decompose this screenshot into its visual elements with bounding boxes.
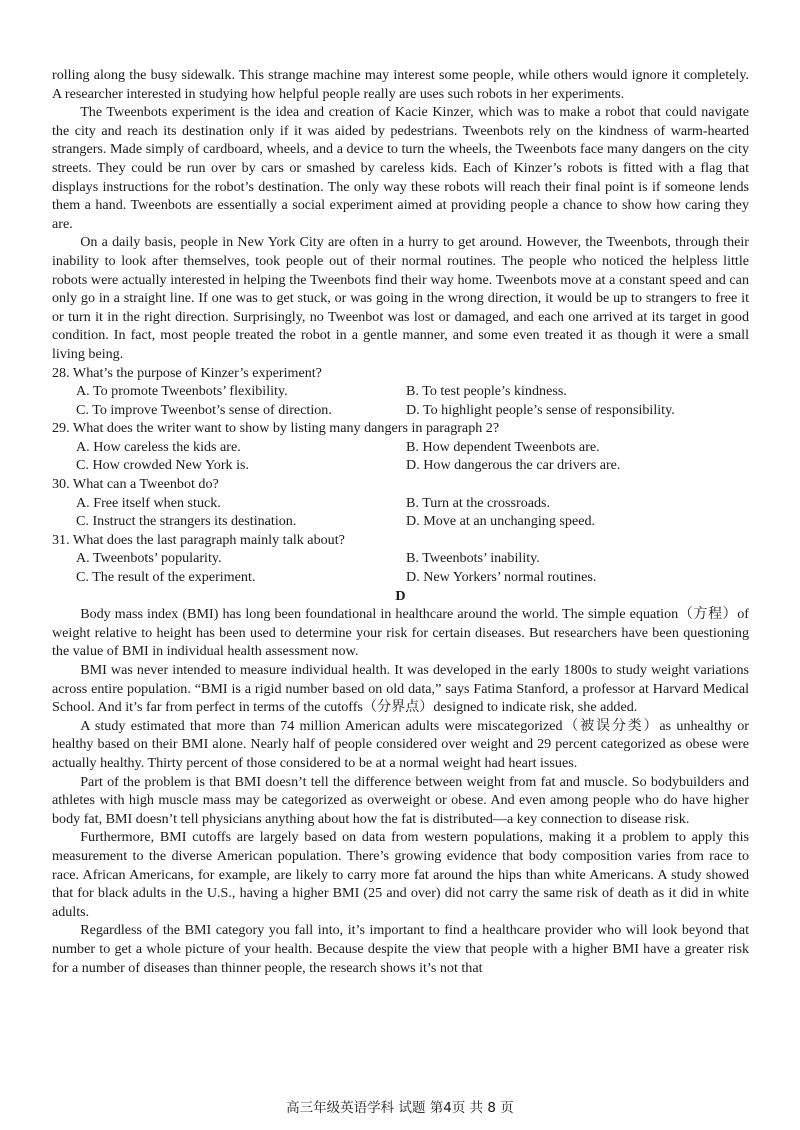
- passage-c-paragraph-2: The Tweenbots experiment is the idea and creation of Kacie Kinzer, which was to make a robot that could navigate the city and reach its destination only if it was aided by pedestrians. Tweenbots rely on the kindness of warm-hearted strangers. Made simply of cardboard, wheels, and a device to turn the wheels, the Tweenbots face many dangers on the city streets. They could be run over by cars or smashed by careless kids. Each of Kinzer’s robots is fitted with a flag that displays instructions for the robot’s destination. The only way these robots will reach their final point is if someone lends them a hand. Tweenbots are essentially a social experiment aimed at providing people a chance to show how caring they are.: [52, 104, 749, 232]
- option-a: A. Free itself when stuck.: [76, 494, 221, 511]
- section-heading-d: D: [395, 587, 406, 604]
- option-d: D. Move at an unchanging speed.: [406, 513, 596, 530]
- option-d: D. How dangerous the car drivers are.: [406, 457, 621, 474]
- option-b: B. To test people’s kindness.: [406, 383, 567, 400]
- option-c: C. To improve Tweenbot’s sense of direction.: [76, 401, 332, 418]
- option-d: D. New Yorkers’ normal routines.: [406, 569, 597, 586]
- options: [52, 549, 749, 586]
- exam-page: [52, 66, 749, 977]
- option-c: C. Instruct the strangers its destination.: [76, 513, 297, 530]
- question-stem: 29. What does the writer want to show by listing many dangers in paragraph 2?: [52, 420, 500, 437]
- option-c: C. How crowded New York is.: [76, 457, 250, 474]
- options: [52, 494, 749, 531]
- question-stem: 31. What does the last paragraph mainly talk about?: [52, 531, 345, 548]
- passage-d-paragraph-4: Part of the problem is that BMI doesn’t tell the difference between weight from fat and muscle. So bodybuilders and athletes with high muscle mass may be categorized as overweight or obese. And even among people who do have higher body fat, BMI doesn’t tell physicians anything about how the fat is distributed—a key connection to disease risk.: [52, 773, 749, 827]
- question-28: [52, 364, 749, 420]
- question-stem: 28. What’s the purpose of Kinzer’s experiment?: [52, 364, 322, 381]
- option-a: A. Tweenbots’ popularity.: [76, 550, 222, 567]
- option-a: A. To promote Tweenbots’ flexibility.: [76, 383, 288, 400]
- options: [52, 438, 749, 475]
- passage-d-paragraph-5: Furthermore, BMI cutoffs are largely based on data from western populations, making it a problem to apply this measurement to the diverse American population. There’s growing evidence that body composition varies from race to race. African Americans, for example, are likely to carry more fat around the hips than white Americans. A study showed that for black adults in the U.S., having a higher BMI (25 and over) did not carry the same risk of death as it did in white adults.: [52, 829, 749, 920]
- option-c: C. The result of the experiment.: [76, 569, 256, 586]
- question-30: [52, 475, 749, 531]
- passage-c-paragraph-3: On a daily basis, people in New York City are often in a hurry to get around. However, the Tweenbots, through their inability to look after themselves, took people out of their normal routines. The people who noticed the helpless little robots were actually interested in helping the Tweenbots find their way home. Tweenbots move at a constant speed and can only go in a straight line. If one was to get stuck, or was going in the wrong direction, it would be up to strangers to free it or turn it in the right direction. Surprisingly, no Tweenbot was lost or damaged, and each one arrived at its target in good condition. In fact, most people treated the robot in a gentle manner, and some even treated it as though it were a small living being.: [52, 234, 749, 362]
- page-footer: 高三年级英语学科 试题 第4页 共 8 页: [286, 1100, 514, 1116]
- passage-d-paragraph-2: BMI was never intended to measure individual health. It was developed in the early 1800s to study weight variations across entire population. “BMI is a rigid number based on old data,” says Fatima Stanford, a professor at Harvard Medical School. And it’s far from perfect in terms of the cutoffs（分界点）designed to indicate risk, she added.: [52, 662, 749, 716]
- option-a: A. How careless the kids are.: [76, 438, 241, 455]
- option-b: B. Turn at the crossroads.: [406, 494, 551, 511]
- option-d: D. To highlight people’s sense of responsibility.: [406, 401, 675, 418]
- passage-d-paragraph-6: Regardless of the BMI category you fall into, it’s important to find a healthcare provider who will look beyond that number to get a whole picture of your health. Because despite the view that people with a higher BMI have a greater risk for a number of diseases than thinner people, the research shows it’s not that: [52, 922, 749, 976]
- question-29: [52, 419, 749, 475]
- passage-d-paragraph-1: Body mass index (BMI) has long been foundational in healthcare around the world. The simple equation（方程）of weight relative to height has been used to determine your risk for certain diseases. But researchers have been questioning the value of BMI in individual health assessment now.: [52, 606, 749, 660]
- passage-c-paragraph-1: rolling along the busy sidewalk. This strange machine may interest some people, while others would ignore it completely. A researcher interested in studying how helpful people really are uses such robots in her experiments.: [52, 67, 749, 102]
- passage-d-paragraph-3: A study estimated that more than 74 million American adults were miscategorized（被误分类）as unhealthy or healthy based on their BMI alone. Nearly half of people considered over weight and 29 percent categorized as obese were actually healthy. Thirty percent of those considered to be at a normal weight had heart issues.: [52, 717, 749, 771]
- options: [52, 382, 749, 419]
- option-b: B. Tweenbots’ inability.: [406, 550, 540, 567]
- question-31: [52, 531, 749, 587]
- option-b: B. How dependent Tweenbots are.: [406, 438, 600, 455]
- question-stem: 30. What can a Tweenbot do?: [52, 476, 219, 493]
